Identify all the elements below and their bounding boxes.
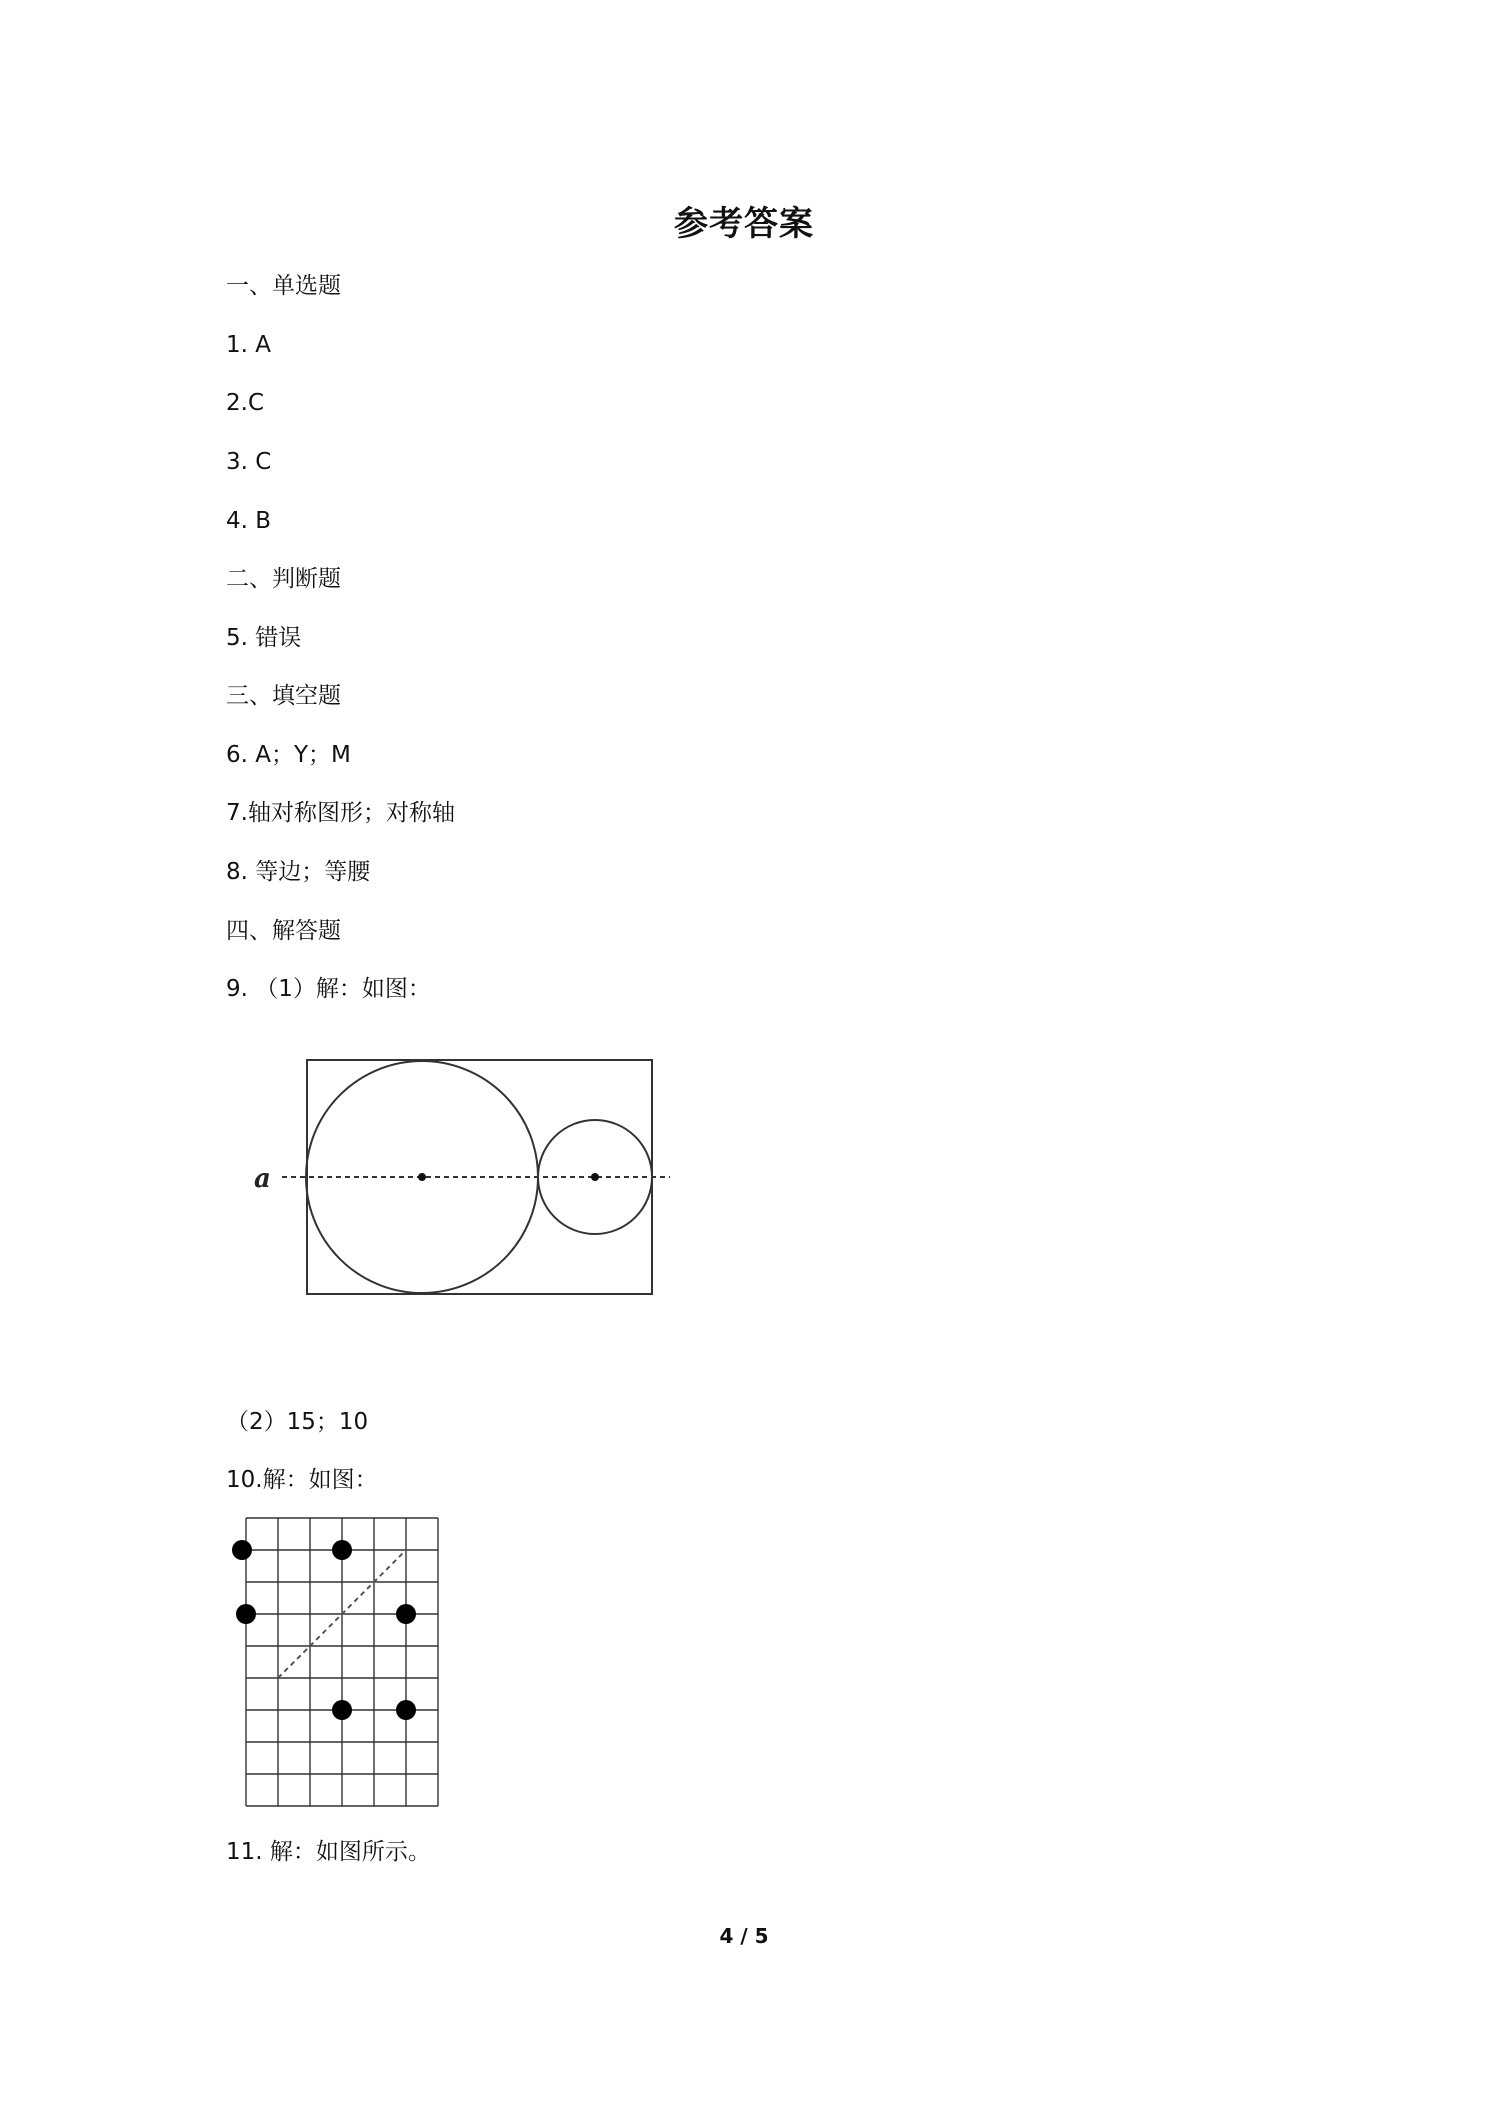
answer-8: 8. 等边；等腰 <box>226 859 371 885</box>
grid-dot <box>396 1700 416 1720</box>
page-title: 参考答案 <box>674 204 814 244</box>
section-heading-true-false: 二、判断题 <box>226 566 341 592</box>
answer-7: 7.轴对称图形；对称轴 <box>226 800 455 826</box>
grid-dot <box>236 1604 256 1624</box>
section-heading-single-choice: 一、单选题 <box>226 273 341 299</box>
answer-9-part-1: 9. （1）解：如图： <box>226 976 431 1002</box>
answer-10: 10.解：如图： <box>226 1467 378 1493</box>
small-circle-center <box>591 1173 599 1181</box>
figure-grid-dots <box>228 1510 448 1810</box>
grid-dot <box>332 1700 352 1720</box>
figure-circles-symmetry <box>240 1050 680 1310</box>
answer-2: 2.C <box>226 390 265 416</box>
section-heading-fill-in: 三、填空题 <box>226 683 341 709</box>
answer-6: 6. A；Y；M <box>226 742 351 768</box>
page-number: 4 / 5 <box>719 1924 769 1948</box>
grid-dot <box>232 1540 252 1560</box>
grid-dot <box>332 1540 352 1560</box>
large-circle-center <box>418 1173 426 1181</box>
answer-9-part-2: （2）15；10 <box>226 1409 369 1435</box>
axis-label-a: a <box>254 1164 271 1194</box>
section-heading-solutions: 四、解答题 <box>226 918 341 944</box>
answer-5: 5. 错误 <box>226 625 302 651</box>
answer-11: 11. 解：如图所示。 <box>226 1839 431 1865</box>
answer-1: 1. A <box>226 332 271 358</box>
grid-lines <box>246 1518 438 1806</box>
grid-dot <box>396 1604 416 1624</box>
answer-3: 3. C <box>226 449 272 475</box>
answer-4: 4. B <box>226 508 272 534</box>
